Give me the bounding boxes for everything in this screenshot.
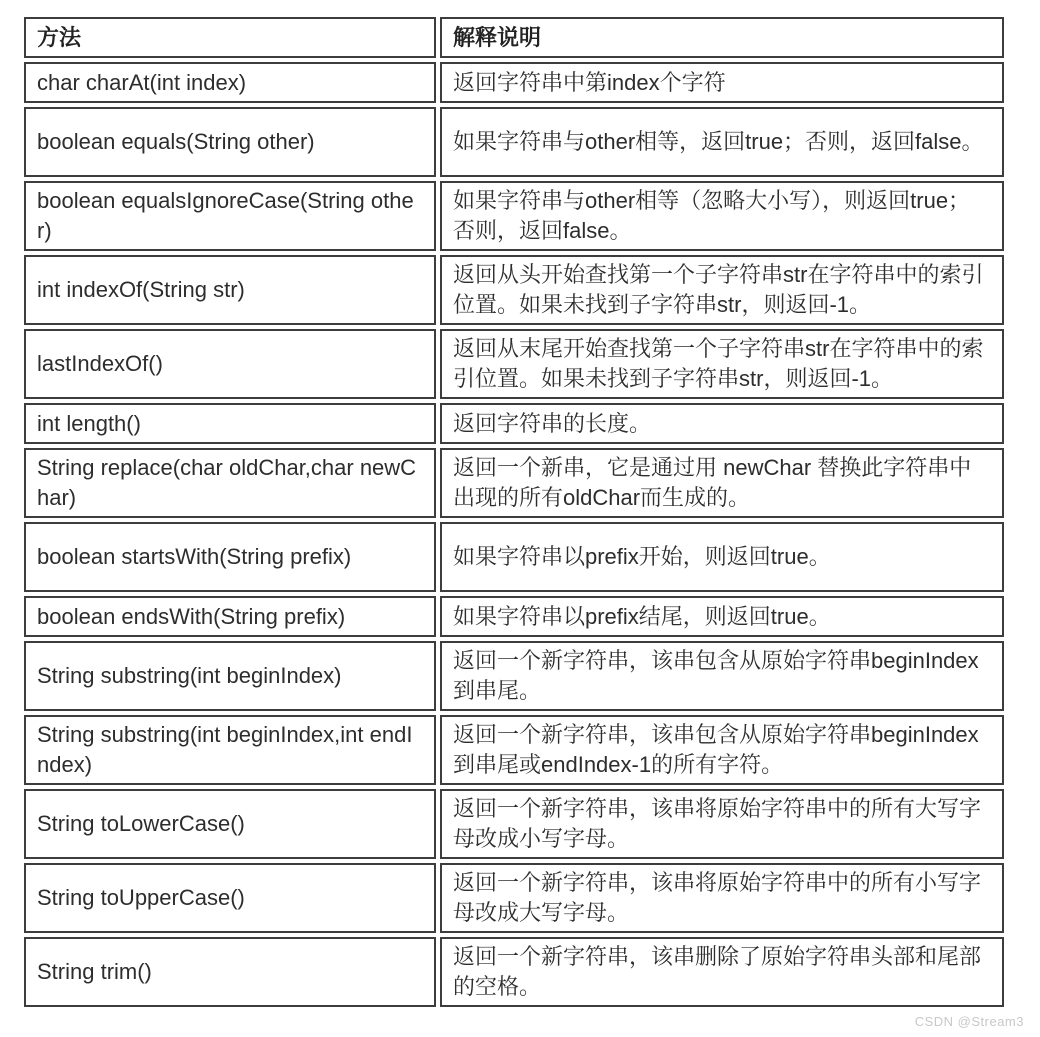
description-cell: 返回字符串中第index个字符 <box>440 62 1004 103</box>
method-cell: char charAt(int index) <box>24 62 436 103</box>
method-cell: boolean equalsIgnoreCase(String other) <box>24 181 436 251</box>
method-cell: String substring(int beginIndex) <box>24 641 436 711</box>
description-cell: 返回一个新字符串，该串将原始字符串中的所有大写字母改成小写字母。 <box>440 789 1004 859</box>
table-row <box>24 937 1004 1007</box>
column-header-description: 解释说明 <box>440 17 1004 58</box>
description-cell: 返回一个新串，它是通过用 newChar 替换此字符串中出现的所有oldChar而生成的。 <box>440 448 1004 518</box>
description-cell: 返回一个新字符串，该串包含从原始字符串beginIndex到串尾或endIndex-1的所有字符。 <box>440 715 1004 785</box>
method-cell: String trim() <box>24 937 436 1007</box>
description-cell: 如果字符串与other相等，返回true；否则，返回false。 <box>440 107 1004 177</box>
description-cell: 如果字符串以prefix开始，则返回true。 <box>440 522 1004 592</box>
method-cell: boolean endsWith(String prefix) <box>24 596 436 637</box>
table-row <box>24 403 1004 444</box>
table-row <box>24 522 1004 592</box>
method-cell: String toUpperCase() <box>24 863 436 933</box>
table-row <box>24 596 1004 637</box>
table-row <box>24 715 1004 785</box>
description-cell: 如果字符串以prefix结尾，则返回true。 <box>440 596 1004 637</box>
method-cell: String toLowerCase() <box>24 789 436 859</box>
table-row <box>24 181 1004 251</box>
method-cell: String substring(int beginIndex,int endIndex) <box>24 715 436 785</box>
description-cell: 返回从末尾开始查找第一个子字符串str在字符串中的索引位置。如果未找到子字符串str，则返回-1。 <box>440 329 1004 399</box>
table-row <box>24 62 1004 103</box>
table-row <box>24 863 1004 933</box>
csdn-watermark: CSDN @Stream3 <box>914 1014 1024 1029</box>
description-cell: 返回字符串的长度。 <box>440 403 1004 444</box>
method-cell: boolean startsWith(String prefix) <box>24 522 436 592</box>
table-row <box>24 641 1004 711</box>
description-cell: 返回一个新字符串，该串删除了原始字符串头部和尾部的空格。 <box>440 937 1004 1007</box>
method-cell: boolean equals(String other) <box>24 107 436 177</box>
string-methods-table <box>20 13 1008 1011</box>
table-header-row <box>24 17 1004 58</box>
method-cell: String replace(char oldChar,char newChar) <box>24 448 436 518</box>
description-cell: 返回一个新字符串，该串包含从原始字符串beginIndex到串尾。 <box>440 641 1004 711</box>
table-row <box>24 789 1004 859</box>
method-cell: int indexOf(String str) <box>24 255 436 325</box>
description-cell: 如果字符串与other相等（忽略大小写），则返回true；否则，返回false。 <box>440 181 1004 251</box>
column-header-method: 方法 <box>24 17 436 58</box>
table-row <box>24 107 1004 177</box>
description-cell: 返回一个新字符串，该串将原始字符串中的所有小写字母改成大写字母。 <box>440 863 1004 933</box>
table-row <box>24 255 1004 325</box>
method-cell: int length() <box>24 403 436 444</box>
table-row <box>24 448 1004 518</box>
method-cell: lastIndexOf() <box>24 329 436 399</box>
description-cell: 返回从头开始查找第一个子字符串str在字符串中的索引位置。如果未找到子字符串str，则返回-1。 <box>440 255 1004 325</box>
table-row <box>24 329 1004 399</box>
